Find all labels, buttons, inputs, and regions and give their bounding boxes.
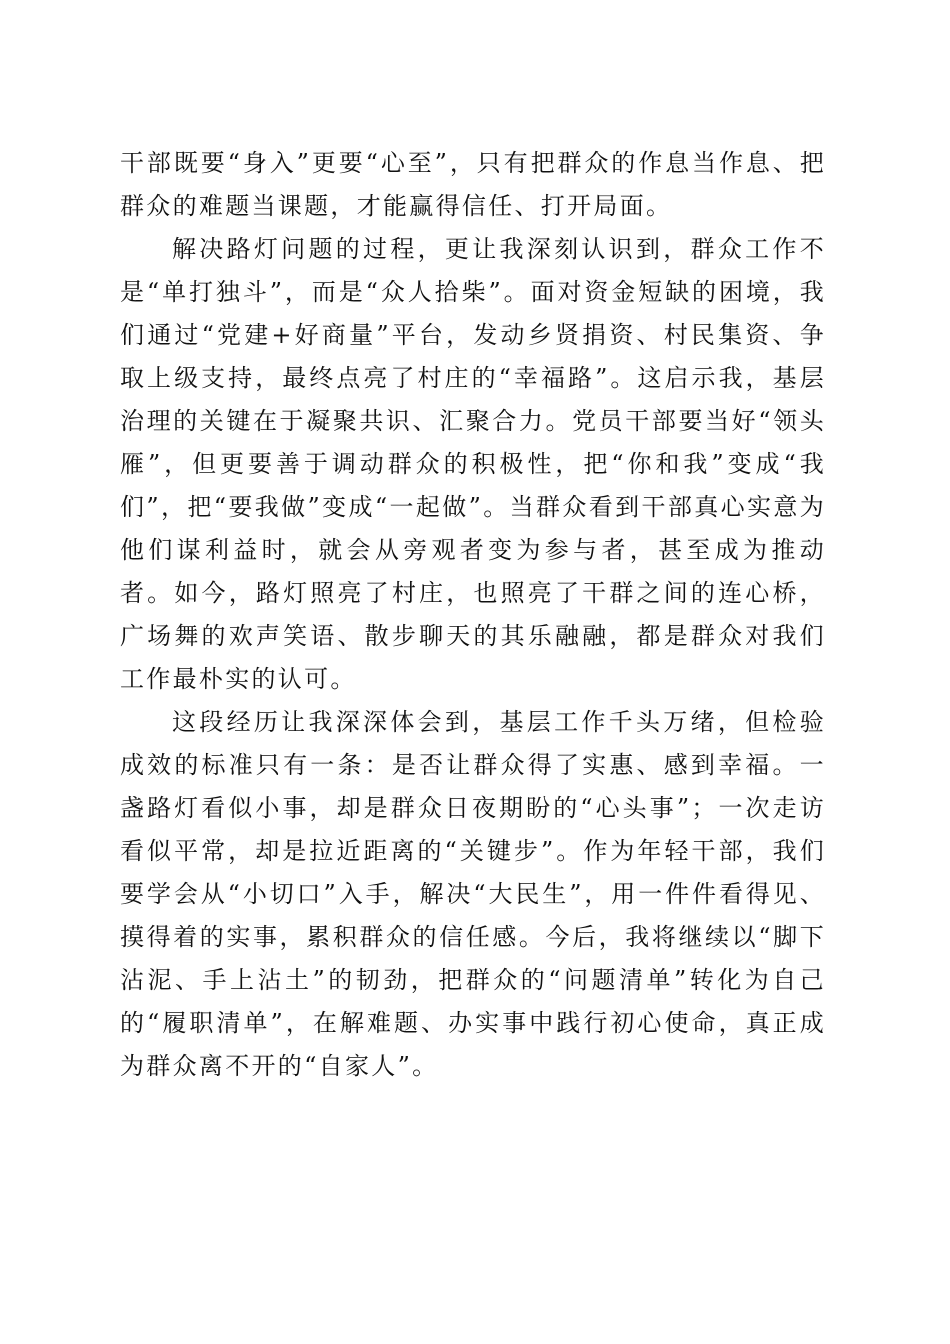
paragraph-street-lights: 解决路灯问题的过程，更让我深刻认识到，群众工作不是“单打独斗”，而是“众人拾柴”。面对资金短缺的困境，我们通过“党建+好商量”平台，发动乡贤捐资、村民集资、争取上级支持，最终点亮了村庄的“幸福路”。这启示我，基层治理的关键在于凝聚共识、汇聚合力。党员干部要当好“领头雁”，但更要善于调动群众的积极性，把“你和我”变成“我们”，把“要我做”变成“一起做”。当群众看到干部真心实意为他们谋利益时，就会从旁观者变为参与者，甚至成为推动者。如今，路灯照亮了村庄，也照亮了干群之间的连心桥，广场舞的欢声笑语、散步聊天的其乐融融，都是群众对我们工作最朴实的认可。 bbox=[120, 235, 826, 693]
document-body bbox=[120, 142, 826, 1088]
paragraph-experience: 这段经历让我深深体会到，基层工作千头万绪，但检验成效的标准只有一条：是否让群众得了实惠、感到幸福。一盏路灯看似小事，却是群众日夜期盼的“心头事”；一次走访看似平常，却是拉近距离的“关键步”。作为年轻干部，我们要学会从“小切口”入手，解决“大民生”，用一件件看得见、摸得着的实事，累积群众的信任感。今后，我将继续以“脚下沾泥、手上沾土”的韧劲，把群众的“问题清单”转化为自己的“履职清单”，在解难题、办实事中践行初心使命，真正成为群众离不开的“自家人”。 bbox=[120, 708, 826, 1080]
paragraph-continued: 干部既要“身入”更要“心至”，只有把群众的作息当作息、把群众的难题当课题，才能赢得信任、打开局面。 bbox=[120, 149, 826, 220]
